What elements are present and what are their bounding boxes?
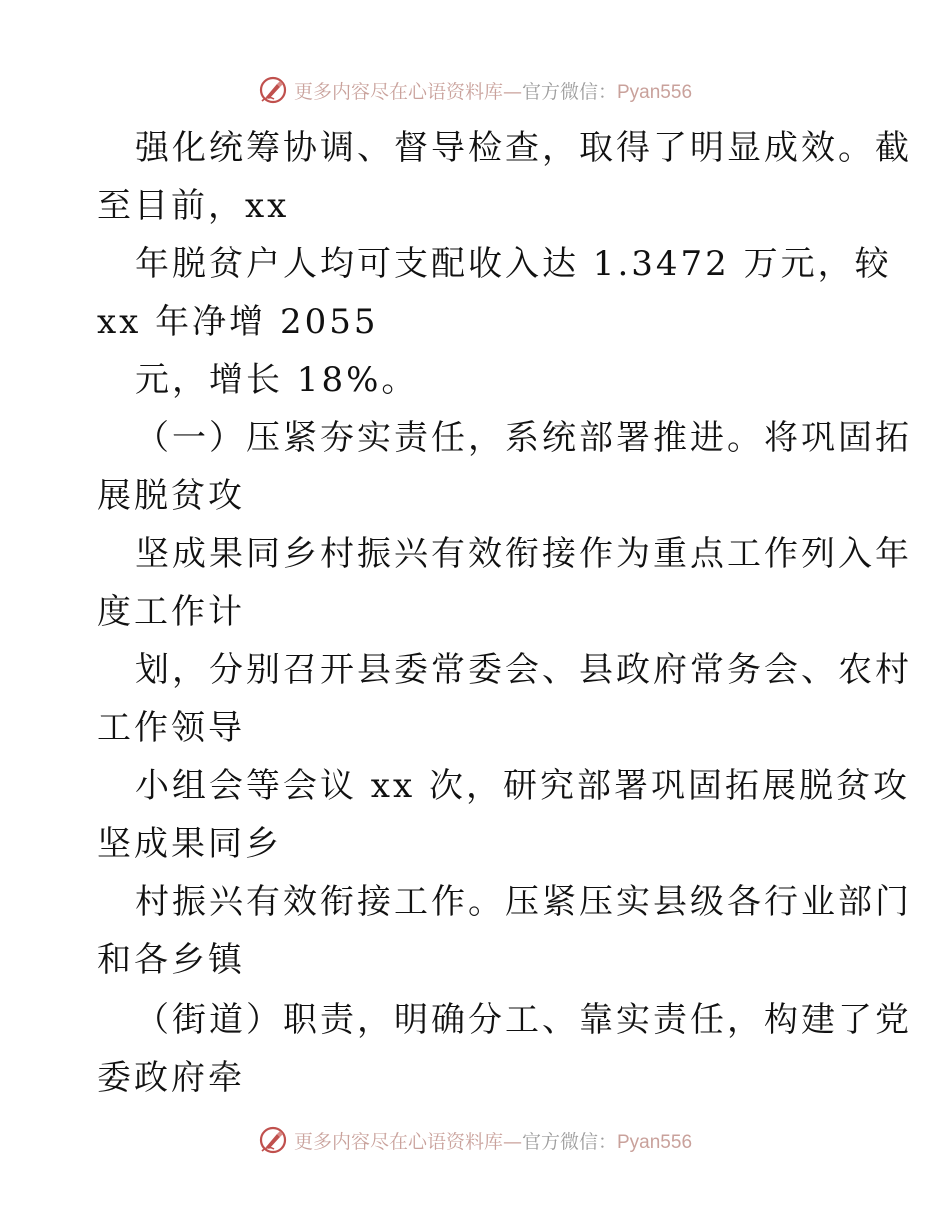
body-line: （一）压紧夯实责任，系统部署推进。将巩固拓: [135, 418, 912, 458]
watermark-dash: —: [502, 80, 522, 103]
body-line: 坚成果同乡村振兴有效衔接作为重点工作列入年: [135, 534, 912, 574]
body-line: 度工作计: [97, 592, 245, 632]
body-line: 村振兴有效衔接工作。压紧压实县级各行业部门: [135, 882, 912, 922]
watermark-id: Pyan556: [617, 81, 693, 103]
body-line: 展脱贫攻: [97, 476, 245, 516]
watermark-id: Pyan556: [617, 1131, 693, 1153]
body-line: 小组会等会议 xx 次，研究部署巩固拓展脱贫攻: [135, 766, 910, 806]
watermark-label: 官方微信：: [521, 80, 617, 103]
watermark-text: [294, 77, 692, 104]
body-line: （街道）职责，明确分工、靠实责任，构建了党: [135, 1000, 912, 1040]
pen-logo-icon: [258, 1125, 288, 1155]
body-line: 元，增长 18%。: [135, 360, 419, 400]
body-line: 至目前，xx: [97, 186, 290, 226]
watermark-text: [294, 1127, 692, 1154]
watermark-dash: —: [502, 1130, 522, 1153]
watermark-label: 官方微信：: [521, 1130, 617, 1153]
body-line: 坚成果同乡: [97, 824, 282, 864]
body-line: 和各乡镇: [97, 940, 245, 980]
body-line: 工作领导: [97, 708, 245, 748]
watermark-banner-top: [0, 70, 950, 110]
body-line: 强化统筹协调、督导检查，取得了明显成效。截: [135, 128, 912, 168]
body-line: 划，分别召开县委常委会、县政府常务会、农村: [135, 650, 912, 690]
body-line: 委政府牵: [97, 1058, 245, 1098]
body-line: xx 年净增 2055: [97, 302, 379, 342]
watermark-lead: 更多内容尽在心语资料库: [293, 1130, 503, 1153]
pen-logo-icon: [258, 75, 288, 105]
watermark-banner-bottom: [0, 1120, 950, 1160]
watermark-lead: 更多内容尽在心语资料库: [293, 80, 503, 103]
body-line: 年脱贫户人均可支配收入达 1.3472 万元，较: [135, 244, 892, 284]
